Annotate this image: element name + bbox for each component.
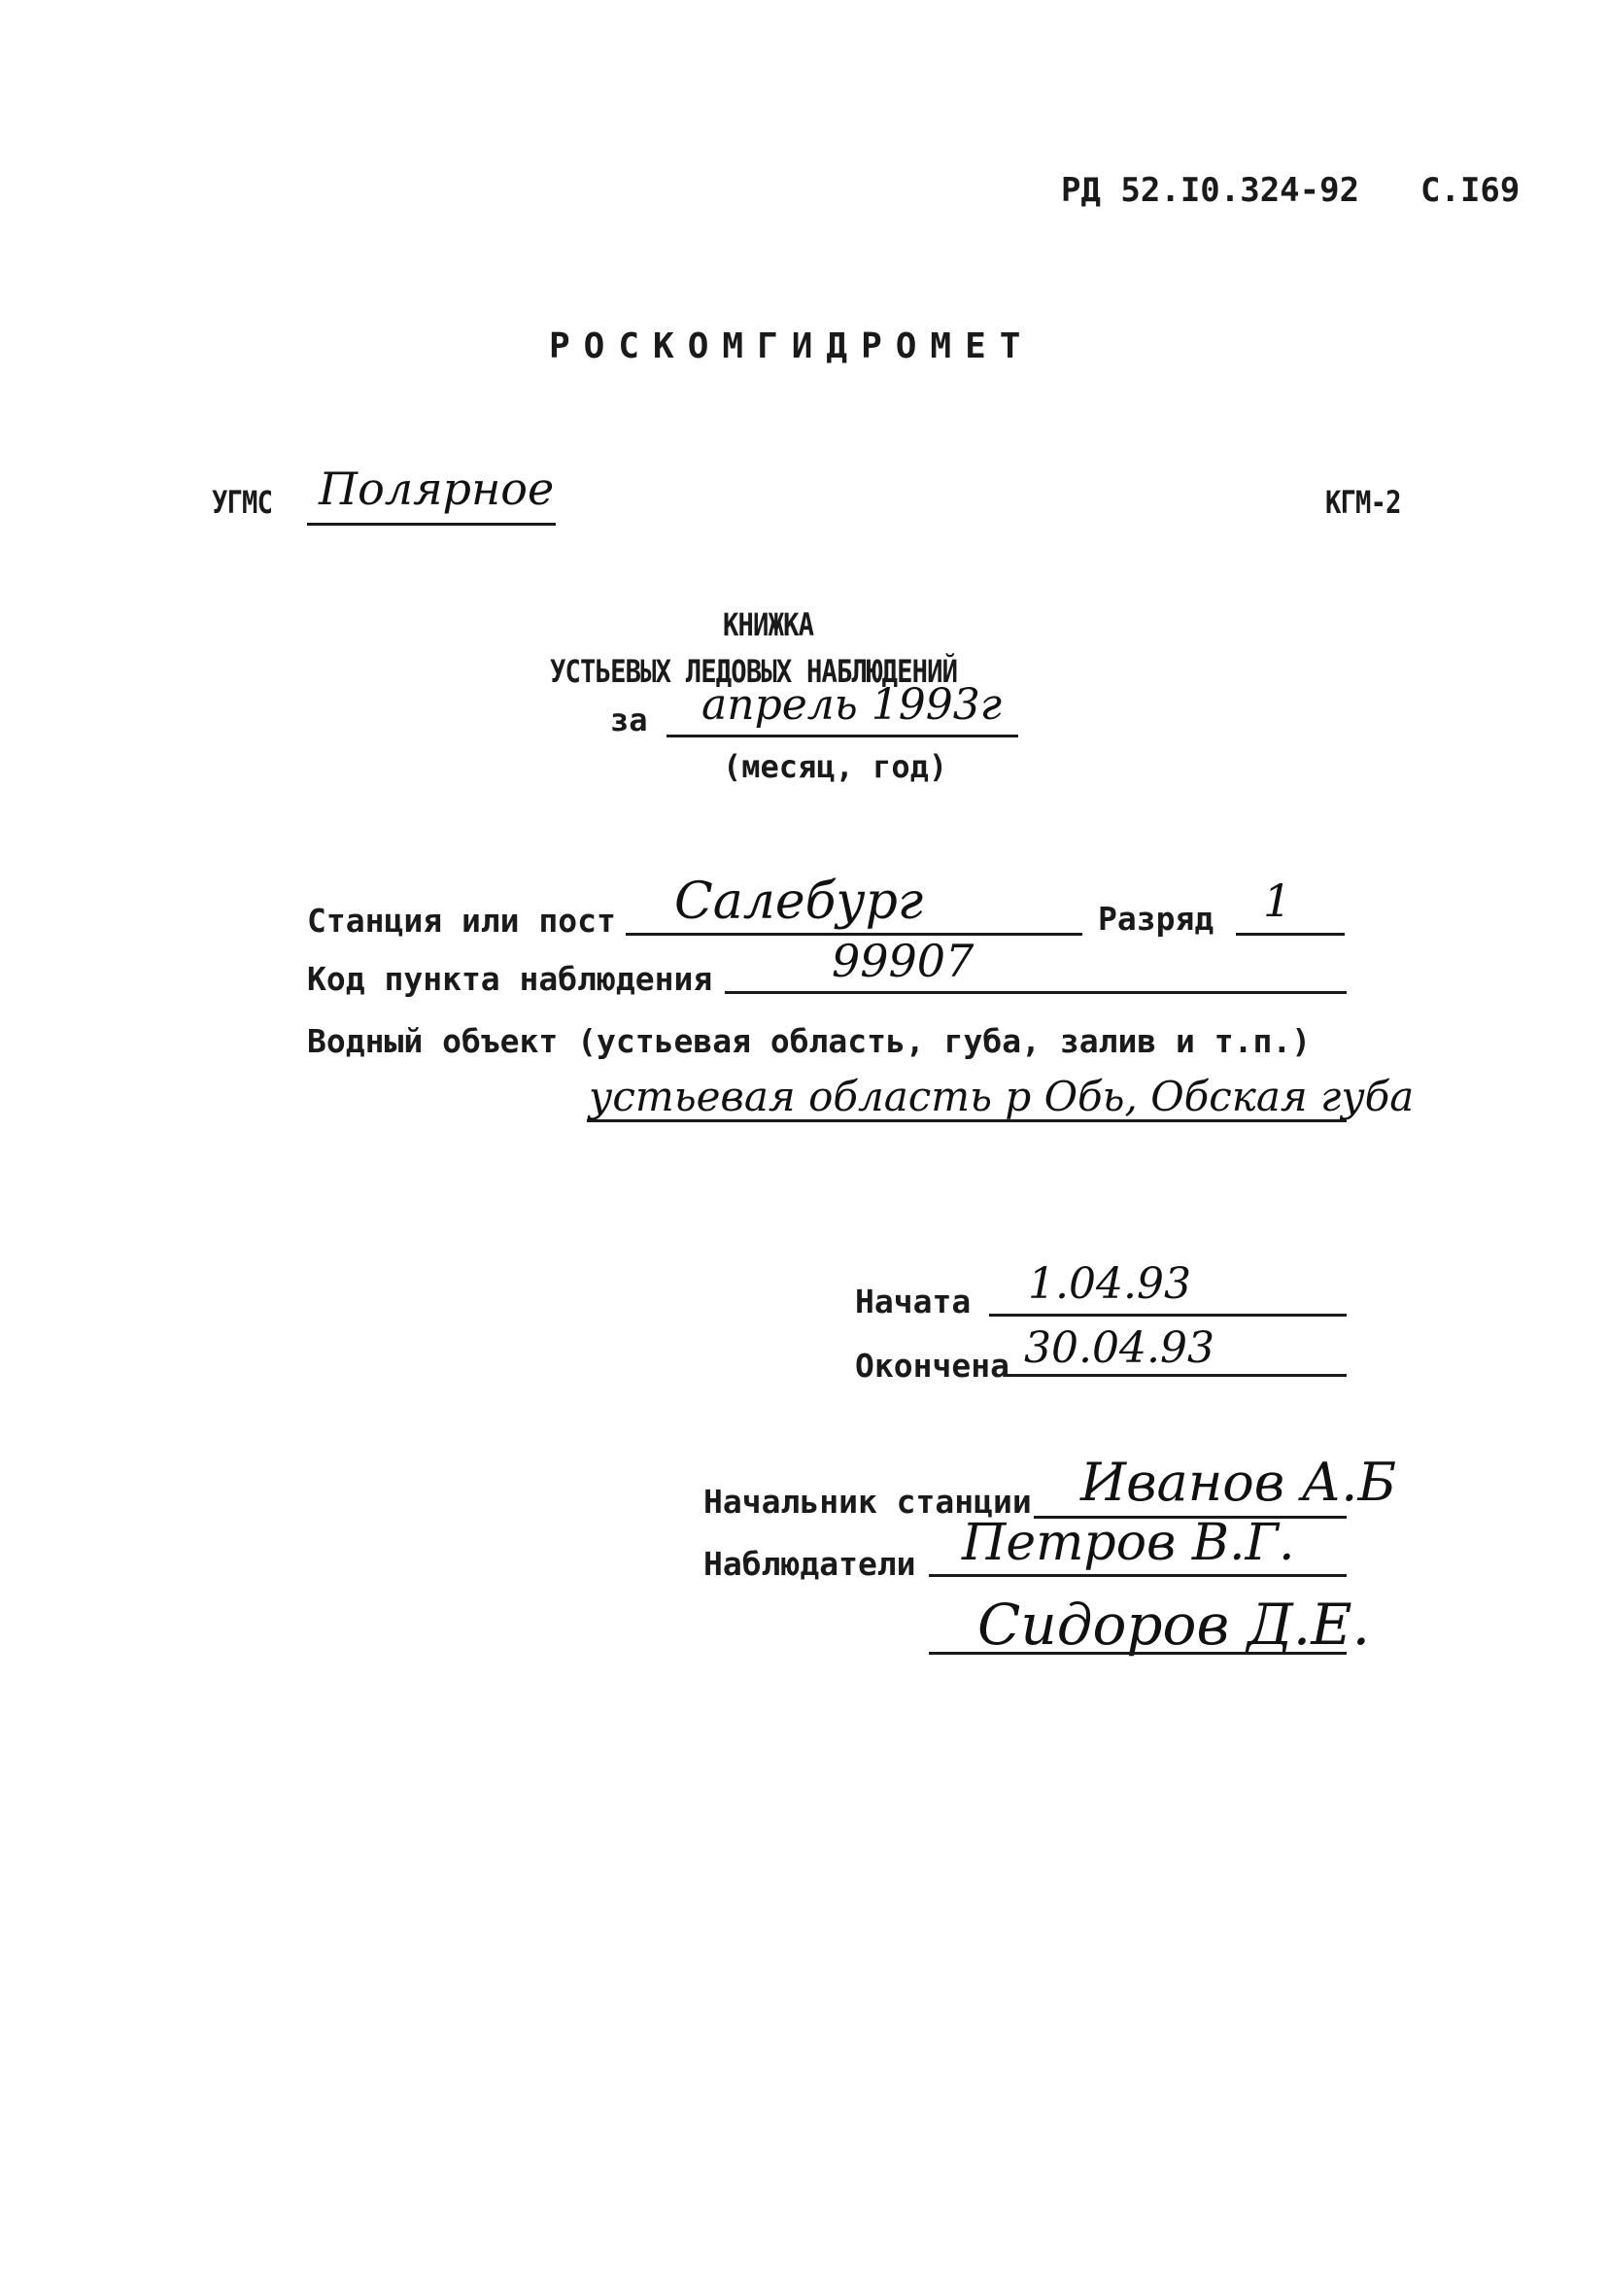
started-underline [989,1314,1347,1317]
observer-1-value: Петров В.Г. [962,1514,1295,1572]
water-object-underline [587,1119,1347,1122]
period-hint: (месяц, год) [723,748,948,785]
chief-value: Иванов А.Б [1080,1452,1397,1513]
water-object-label: Водный объект (устьевая область, губа, залив и т.п.) [307,1022,1312,1060]
period-value: апрель 1993г [701,680,1002,730]
page-number: С.I69 [1420,171,1521,210]
observer-1-underline [929,1574,1347,1577]
category-label: Разряд [1098,900,1214,938]
observers-label: Наблюдатели [703,1545,916,1583]
period-underline [667,735,1018,737]
category-underline [1236,933,1345,936]
title-line2: УСТЬЕВЫХ ЛЕДОВЫХ НАБЛЮДЕНИЙ [550,653,958,690]
chief-label: Начальник станции [703,1483,1032,1521]
started-value: 1.04.93 [1028,1259,1191,1309]
observer-2-underline [929,1652,1347,1655]
form-code: КГМ-2 [1325,484,1401,521]
code-value: 99907 [832,935,974,987]
category-value: 1 [1263,874,1292,927]
code-underline [725,991,1347,994]
ended-label: Окончена [855,1347,1009,1385]
code-label: Код пункта наблюдения [307,960,713,998]
station-label: Станция или пост [307,902,616,940]
ended-underline [1007,1374,1347,1377]
agency-title: РОСКОМГИДРОМЕТ [549,326,1035,366]
period-label: за [610,702,648,738]
ugms-underline [307,523,556,526]
ugms-value: Полярное [319,463,555,515]
doc-ref-number: РД 52.I0.324-92 [1061,171,1360,210]
water-object-value: устьевая область р Обь, Обская губа [589,1073,1415,1120]
observer-2-value: Сидоров Д.Е. [977,1592,1371,1658]
ended-value: 30.04.93 [1024,1323,1214,1373]
started-label: Начата [855,1283,972,1320]
ugms-label: УГМС [212,484,273,521]
title-line1: КНИЖКА [723,606,814,643]
station-value: Салебург [674,873,924,931]
doc-reference [1061,171,1520,210]
